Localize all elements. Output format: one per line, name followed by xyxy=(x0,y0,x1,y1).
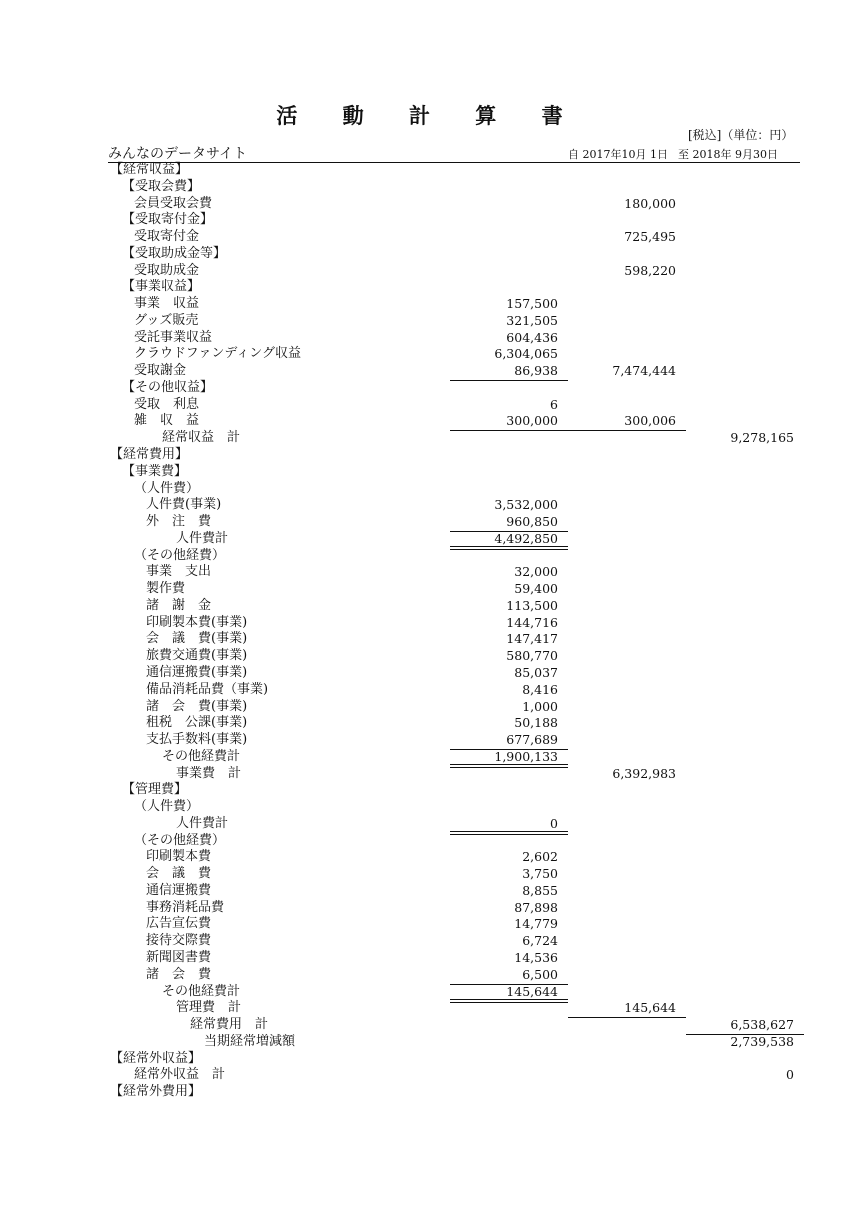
row-label: クラウドファンディング収益 xyxy=(134,346,302,362)
row-label: 会員受取会費 xyxy=(134,195,213,211)
statement-row xyxy=(0,1000,858,1017)
row-label: 【経常外費用】 xyxy=(110,1084,202,1100)
row-label: （人件費） xyxy=(134,480,200,496)
amount-c1: 321,505 xyxy=(506,312,558,328)
amount-c3: 0 xyxy=(786,1067,794,1083)
row-label: 【事業収益】 xyxy=(122,279,201,295)
statement-row xyxy=(0,212,858,229)
statement-row xyxy=(0,363,858,380)
amount-c2: 145,644 xyxy=(624,1000,676,1016)
statement-row xyxy=(0,732,858,749)
statement-row xyxy=(0,1067,858,1084)
amount-c1: 960,850 xyxy=(506,514,558,530)
amount-c3: 6,538,627 xyxy=(730,1017,794,1033)
row-label: 接待交際費 xyxy=(146,933,212,949)
statement-row xyxy=(0,967,858,984)
row-label: 受取寄付金 xyxy=(134,229,200,245)
row-label: 経常外収益 計 xyxy=(134,1067,226,1083)
row-label: 当期経常増減額 xyxy=(204,1033,296,1049)
statement-row xyxy=(0,615,858,632)
row-label: 諸 会 費 xyxy=(146,966,212,982)
statement-row xyxy=(0,933,858,950)
statement-row xyxy=(0,916,858,933)
row-label: 事務消耗品費 xyxy=(146,899,225,915)
amount-c2: 7,474,444 xyxy=(612,363,676,379)
statement-row xyxy=(0,246,858,263)
amount-c1: 1,000 xyxy=(522,698,558,714)
row-label: 製作費 xyxy=(146,581,186,597)
statement-row xyxy=(0,1034,858,1051)
amount-c1: 3,750 xyxy=(522,866,558,882)
row-label: 雑 収 益 xyxy=(134,413,200,429)
tax-unit-note: [税込]（単位：円） xyxy=(688,128,794,142)
amount-c1: 145,644 xyxy=(506,983,558,999)
amount-c1: 6,304,065 xyxy=(494,346,558,362)
statement-row xyxy=(0,648,858,665)
amount-c1: 85,037 xyxy=(514,664,558,680)
statement-row xyxy=(0,749,858,766)
statement-row xyxy=(0,833,858,850)
amount-c1: 6 xyxy=(550,396,558,412)
amount-c3: 2,739,538 xyxy=(730,1033,794,1049)
statement-row xyxy=(0,849,858,866)
row-label: 経常費用 計 xyxy=(190,1017,269,1033)
statement-row xyxy=(0,531,858,548)
statement-row xyxy=(0,196,858,213)
row-label: 【経常収益】 xyxy=(110,162,189,177)
row-label: 人件費計 xyxy=(176,530,229,546)
row-label: （その他経費） xyxy=(134,832,226,848)
statement-row xyxy=(0,866,858,883)
row-label: 【受取寄付金】 xyxy=(122,212,214,228)
amount-c1: 14,536 xyxy=(514,949,558,965)
row-label: 【受取助成金等】 xyxy=(122,245,227,261)
statement-row xyxy=(0,296,858,313)
row-label: 租税 公課(事業) xyxy=(146,715,248,731)
amount-c1: 50,188 xyxy=(514,715,558,731)
statement-row xyxy=(0,1051,858,1068)
row-label: 経常収益 計 xyxy=(162,430,241,446)
statement-row xyxy=(0,816,858,833)
amount-c1: 8,416 xyxy=(522,681,558,697)
statement-table xyxy=(0,162,858,1101)
row-label: 管理費 計 xyxy=(176,1000,242,1016)
amount-c1: 14,779 xyxy=(514,916,558,932)
subtotal-rule xyxy=(568,1017,686,1018)
row-label: 新聞図書費 xyxy=(146,949,212,965)
statement-row xyxy=(0,766,858,783)
period-to: 至 2018年 9月30日 xyxy=(677,148,778,161)
amount-c1: 604,436 xyxy=(506,329,558,345)
row-label: 【事業費】 xyxy=(122,463,188,479)
amount-c2: 6,392,983 xyxy=(612,765,676,781)
amount-c1: 580,770 xyxy=(506,648,558,664)
row-label: 外 注 費 xyxy=(146,514,212,530)
statement-row xyxy=(0,682,858,699)
row-label: 事業費 計 xyxy=(176,765,242,781)
statement-row xyxy=(0,631,858,648)
row-label: 【経常外収益】 xyxy=(110,1050,202,1066)
row-label: 広告宣伝費 xyxy=(146,916,212,932)
statement-row xyxy=(0,447,858,464)
statement-row xyxy=(0,346,858,363)
subtotal-rule xyxy=(568,430,686,431)
statement-row xyxy=(0,397,858,414)
amount-c1: 2,602 xyxy=(522,849,558,865)
amount-c1: 147,417 xyxy=(506,631,558,647)
statement-row xyxy=(0,581,858,598)
amount-c1: 3,532,000 xyxy=(494,497,558,513)
statement-row xyxy=(0,481,858,498)
statement-row xyxy=(0,883,858,900)
amount-c1: 144,716 xyxy=(506,614,558,630)
statement-row xyxy=(0,313,858,330)
amount-c1: 677,689 xyxy=(506,732,558,748)
statement-row xyxy=(0,330,858,347)
amount-c1: 1,900,133 xyxy=(494,748,558,764)
row-label: その他経費計 xyxy=(162,748,241,764)
statement-row xyxy=(0,413,858,430)
amount-c1: 6,724 xyxy=(522,933,558,949)
row-label: 【受取会費】 xyxy=(122,178,201,194)
amount-c2: 300,006 xyxy=(624,413,676,429)
statement-row xyxy=(0,1017,858,1034)
row-label: 諸 謝 金 xyxy=(146,597,212,613)
amount-c1: 113,500 xyxy=(506,597,558,613)
statement-row xyxy=(0,782,858,799)
row-label: 受取謝金 xyxy=(134,363,187,379)
row-label: 受取助成金 xyxy=(134,262,200,278)
amount-c1: 87,898 xyxy=(514,899,558,915)
row-label: 諸 会 費(事業) xyxy=(146,698,248,714)
subtotal-rule xyxy=(450,380,568,381)
statement-row xyxy=(0,162,858,179)
statement-row xyxy=(0,564,858,581)
amount-c2: 180,000 xyxy=(624,195,676,211)
statement-row xyxy=(0,279,858,296)
row-label: 【その他収益】 xyxy=(122,379,214,395)
row-label: 備品消耗品費（事業) xyxy=(146,681,269,697)
statement-row xyxy=(0,900,858,917)
period-from: 自 2017年10月 1日 xyxy=(568,148,668,161)
accounting-period xyxy=(568,146,788,162)
row-label: 旅費交通費(事業) xyxy=(146,648,248,664)
amount-c1: 8,855 xyxy=(522,882,558,898)
statement-row xyxy=(0,514,858,531)
row-label: 受託事業収益 xyxy=(134,329,213,345)
amount-c1: 4,492,850 xyxy=(494,530,558,546)
row-label: 印刷製本費 xyxy=(146,849,212,865)
row-label: 通信運搬費(事業) xyxy=(146,664,248,680)
row-label: 人件費計 xyxy=(176,815,229,831)
amount-c1: 300,000 xyxy=(506,413,558,429)
organization-name: みんなのデータサイト xyxy=(108,146,248,162)
row-label: 会 議 費 xyxy=(146,866,212,882)
statement-row xyxy=(0,263,858,280)
row-label: 通信運搬費 xyxy=(146,882,212,898)
statement-row xyxy=(0,598,858,615)
statement-row xyxy=(0,229,858,246)
amount-c1: 32,000 xyxy=(514,564,558,580)
statement-row xyxy=(0,497,858,514)
row-label: （その他経費） xyxy=(134,547,226,563)
row-label: 【経常費用】 xyxy=(110,447,189,463)
statement-row xyxy=(0,665,858,682)
amount-c1: 0 xyxy=(550,815,558,831)
amount-c1: 6,500 xyxy=(522,966,558,982)
statement-row xyxy=(0,699,858,716)
subtotal-rule xyxy=(450,430,568,431)
statement-row xyxy=(0,179,858,196)
row-label: 印刷製本費(事業) xyxy=(146,614,248,630)
statement-row xyxy=(0,380,858,397)
amount-c1: 157,500 xyxy=(506,296,558,312)
statement-row xyxy=(0,799,858,816)
row-label: 【管理費】 xyxy=(122,782,188,798)
row-label: 支払手数料(事業) xyxy=(146,732,248,748)
row-label: 会 議 費(事業) xyxy=(146,631,248,647)
statement-row xyxy=(0,1084,858,1101)
statement-row xyxy=(0,950,858,967)
document-title: 活 動 計 算 書 xyxy=(276,104,582,128)
row-label: 事業 収益 xyxy=(134,296,200,312)
row-label: その他経費計 xyxy=(162,983,241,999)
row-label: 人件費(事業) xyxy=(146,497,222,513)
statement-row xyxy=(0,984,858,1001)
amount-c2: 598,220 xyxy=(624,262,676,278)
row-label: グッズ販売 xyxy=(134,312,199,328)
amount-c1: 59,400 xyxy=(514,581,558,597)
row-label: （人件費） xyxy=(134,799,200,815)
statement-row xyxy=(0,548,858,565)
row-label: 事業 支出 xyxy=(146,564,212,580)
amount-c2: 725,495 xyxy=(624,229,676,245)
statement-row xyxy=(0,464,858,481)
amount-c3: 9,278,165 xyxy=(730,430,794,446)
statement-row xyxy=(0,430,858,447)
statement-row xyxy=(0,715,858,732)
row-label: 受取 利息 xyxy=(134,396,200,412)
amount-c1: 86,938 xyxy=(514,363,558,379)
